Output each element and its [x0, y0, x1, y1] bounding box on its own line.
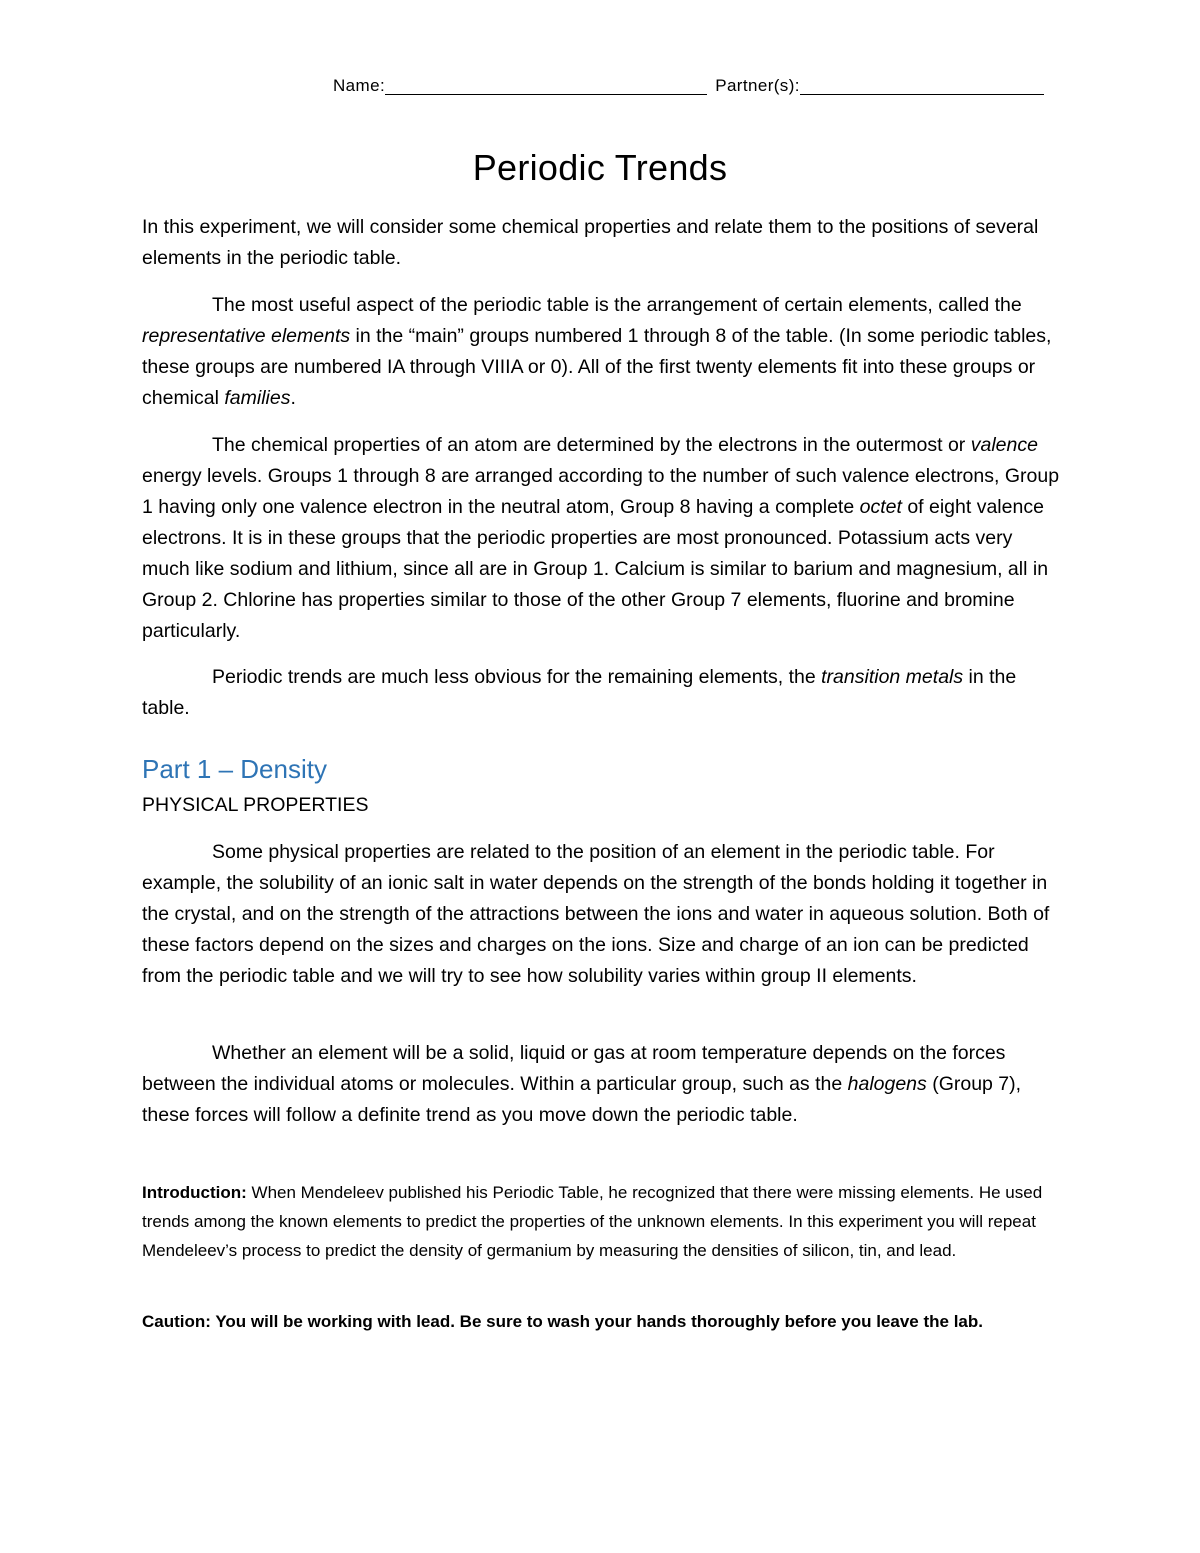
introduction-text: When Mendeleev published his Periodic Table, he recognized that there were missing elements. He used trends among the known elements to predict the properties of the unknown elements. In this experiment you will repeat Mendeleev’s process to predict the density of germanium by measuring the densities of silicon, tin, and lead.: [142, 1183, 1043, 1260]
p6-text-b: (Group 7), these forces will follow a definite trend as you move down the periodic table.: [142, 1073, 1022, 1126]
paragraph-intro: In this experiment, we will consider some chemical properties and relate them to the positions of several elements in the periodic table.: [142, 216, 1039, 269]
paragraph-halogens: [142, 1038, 1062, 1131]
p4-text-b: in the table.: [142, 666, 1017, 719]
p2-text-c: .: [290, 387, 296, 409]
p3-emphasis-valence: valence: [970, 434, 1038, 456]
paragraph-transition-metals: [142, 662, 1062, 724]
introduction-note: [142, 1178, 1062, 1265]
p4-emphasis-transition-metals: transition metals: [821, 666, 964, 688]
name-blank-line: [385, 74, 707, 95]
p3-text-c: of eight valence electrons. It is in these groups that the periodic properties are most pronounced. Potassium acts very much like sodium and lithium, since all are in Group 1. Calcium is similar to barium and magnesium, all in Group 2. Chlorine has properties similar to those of the other Group 7 elements, fluorine and bromine particularly.: [142, 496, 1049, 642]
section-subheading: PHYSICAL PROPERTIES: [142, 794, 369, 816]
paragraph-representative-elements: [142, 290, 1062, 414]
partner-label: Partner(s):: [715, 76, 800, 95]
section-heading: Part 1 – Density: [142, 754, 327, 784]
page-title: Periodic Trends: [472, 147, 728, 188]
p2-text-a: The most useful aspect of the periodic table is the arrangement of certain elements, called the: [212, 294, 1022, 316]
introduction-label: Introduction:: [142, 1183, 247, 1202]
paragraph-physical-properties: Some physical properties are related to the position of an element in the periodic table. For example, the solubility of an ionic salt in water depends on the strength of the bonds holding it together in the crystal, and on the strength of the attractions between the ions and water in aqueous solution. Both of these factors depend on the sizes and charges on the ions. Size and charge of an ion can be predicted from the periodic table and we will try to see how solubility varies within group II elements.: [142, 841, 1050, 987]
partner-blank-line: [800, 74, 1044, 95]
p3-text-b: energy levels. Groups 1 through 8 are arranged according to the number of such valence electrons, Group 1 having only one valence electron in the neutral atom, Group 8 having a complete: [142, 465, 1060, 518]
paragraph-valence: [142, 430, 1062, 647]
p3-emphasis-octet: octet: [859, 496, 902, 518]
caution-note: Caution: You will be working with lead. Be sure to wash your hands thoroughly before you leave the lab.: [142, 1312, 983, 1331]
p6-text-a: Whether an element will be a solid, liquid or gas at room temperature depends on the forces between the individual atoms or molecules. Within a particular group, such as the: [142, 1042, 1006, 1095]
p3-text-a: The chemical properties of an atom are determined by the electrons in the outermost or: [212, 434, 971, 456]
p6-emphasis-halogens: halogens: [847, 1073, 927, 1095]
p2-text-b: in the “main” groups numbered 1 through 8 of the table. (In some periodic tables, these groups are numbered IA through VIIIA or 0). All of the first twenty elements fit into these groups or chemical: [142, 325, 1052, 409]
header-line: [333, 74, 1063, 98]
p4-text-a: Periodic trends are much less obvious for the remaining elements, the: [212, 666, 822, 688]
p2-emphasis-representative: representative elements: [142, 325, 351, 347]
name-label: Name:: [333, 76, 386, 95]
p2-emphasis-families: families: [224, 387, 291, 409]
